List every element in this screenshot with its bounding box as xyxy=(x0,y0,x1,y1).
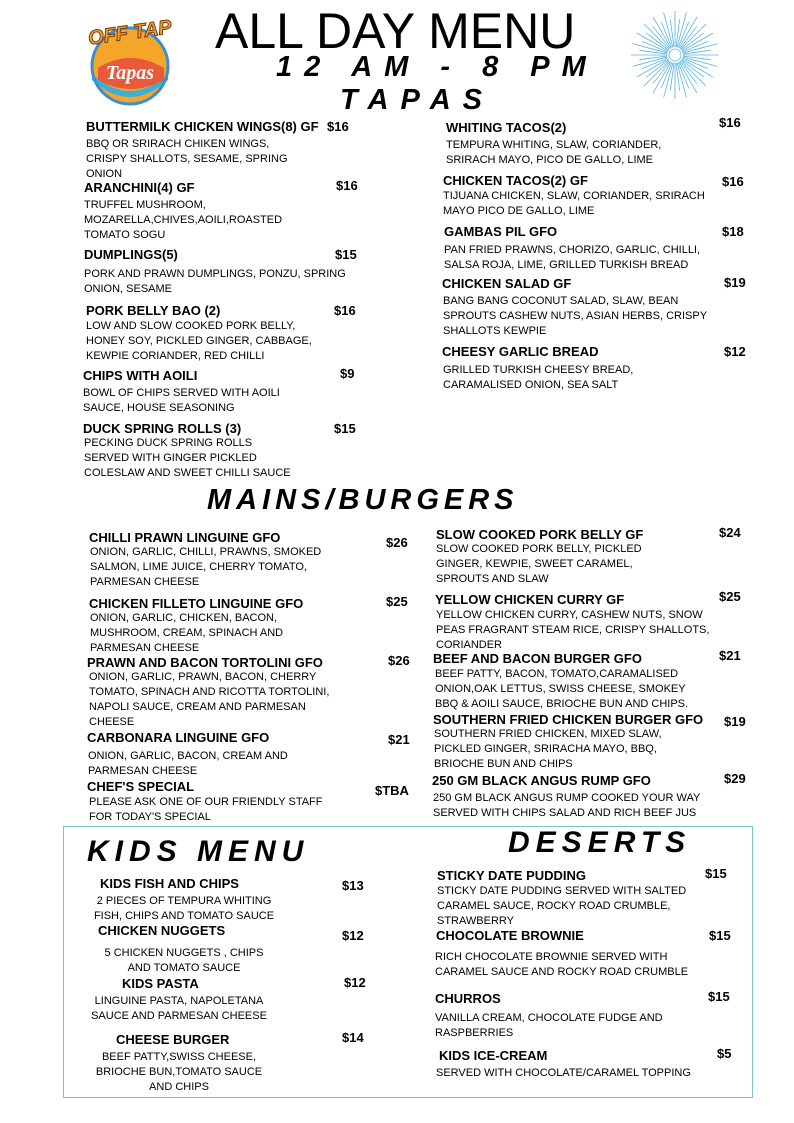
item-price: $15 xyxy=(709,928,731,943)
page-title: ALL DAY MENU xyxy=(215,3,576,59)
item-description: TEMPURA WHITING, SLAW, CORIANDER, SRIRACH MAYO, PICO DE GALLO, LIME xyxy=(446,139,662,166)
item-description: 250 GM BLACK ANGUS RUMP COOKED YOUR WAY SERVED WITH CHIPS SALAD AND RICH BEEF JUS xyxy=(433,792,701,819)
item-description: BEEF PATTY,SWISS CHEESE, BRIOCHE BUN,TOMATO SAUCE AND CHIPS xyxy=(95,1051,263,1093)
menu-item xyxy=(84,247,374,297)
item-price: $16 xyxy=(722,174,744,189)
item-name: KIDS PASTA xyxy=(122,976,199,991)
item-description: LINGUINE PASTA, NAPOLETANA SAUCE AND PARMESAN CHEESE xyxy=(91,995,267,1022)
item-price: $16 xyxy=(336,178,358,193)
item-name: KIDS FISH AND CHIPS xyxy=(100,876,239,891)
item-name: ARANCHINI(4) GF xyxy=(84,180,195,195)
item-price: $25 xyxy=(386,594,408,609)
menu-item xyxy=(87,779,387,825)
item-price: $16 xyxy=(719,115,741,130)
item-name: GAMBAS PIL GFO xyxy=(444,224,558,239)
section-title-deserts: DESERTS xyxy=(508,826,692,859)
item-name: SLOW COOKED PORK BELLY GF xyxy=(436,527,644,542)
item-name: SOUTHERN FRIED CHICKEN BURGER GFO xyxy=(433,712,704,727)
item-name: CHEF'S SPECIAL xyxy=(87,779,195,794)
item-price: $15 xyxy=(334,421,356,436)
sunburst-icon xyxy=(630,10,720,100)
menu-item xyxy=(84,180,374,243)
logo xyxy=(76,8,184,108)
menu-item xyxy=(442,276,742,339)
item-name: 250 GM BLACK ANGUS RUMP GFO xyxy=(432,773,651,788)
item-price: $13 xyxy=(342,878,364,893)
item-name: CHURROS xyxy=(435,991,501,1006)
item-name: CHILLI PRAWN LINGUINE GFO xyxy=(89,530,281,545)
item-description: ONION, GARLIC, PRAWN, BACON, CHERRY TOMATO, SPINACH AND RICOTTA TORTOLINI, NAPOLI SAUCE, CREAM AND PARMESAN CHEESE xyxy=(89,671,330,728)
menu-item xyxy=(444,224,744,273)
item-price: $26 xyxy=(388,653,410,668)
item-description: 5 CHICKEN NUGGETS , CHIPS AND TOMATO SAUCE xyxy=(104,947,264,974)
item-description: GRILLED TURKISH CHEESY BREAD, CARAMALISED ONION, SEA SALT xyxy=(443,364,634,391)
item-description: VANILLA CREAM, CHOCOLATE FUDGE AND RASPBERRIES xyxy=(435,1012,663,1039)
menu-item xyxy=(436,527,736,587)
item-name: CHOCOLATE BROWNIE xyxy=(436,928,584,943)
item-name: KIDS ICE-CREAM xyxy=(439,1048,548,1063)
menu-item xyxy=(87,655,387,730)
menu-item xyxy=(435,592,735,653)
item-description: BEEF PATTY, BACON, TOMATO,CARAMALISED ONION,OAK LETTUS, SWISS CHEESE, SMOKEY BBQ & AOILI SAUCE, BRIOCHE BUN AND CHIPS. xyxy=(435,668,689,710)
item-price: $18 xyxy=(722,224,744,239)
menu-item xyxy=(442,344,742,393)
item-price: $5 xyxy=(717,1046,732,1061)
item-name: CHICKEN TACOS(2) GF xyxy=(443,173,588,188)
menu-item xyxy=(89,596,389,656)
item-description: SLOW COOKED PORK BELLY, PICKLED GINGER, KEWPIE, SWEET CARAMEL, SPROUTS AND SLAW xyxy=(436,543,642,585)
menu-item xyxy=(86,303,376,364)
item-name: CHICKEN NUGGETS xyxy=(98,923,226,938)
item-description: BOWL OF CHIPS SERVED WITH AOILI SAUCE, HOUSE SEASONING xyxy=(83,387,280,414)
item-name: PRAWN AND BACON TORTOLINI GFO xyxy=(87,655,323,670)
item-description: ONION, GARLIC, CHILLI, PRAWNS, SMOKED SALMON, LIME JUICE, CHERRY TOMATO, PARMESAN CHEESE xyxy=(90,546,322,588)
item-description: YELLOW CHICKEN CURRY, CASHEW NUTS, SNOW PEAS FRAGRANT STEAM RICE, CRISPY SHALLOTS, CORIANDER xyxy=(436,609,710,651)
item-description: STICKY DATE PUDDING SERVED WITH SALTED CARAMEL SAUCE, ROCKY ROAD CRUMBLE, STRAWBERRY xyxy=(437,885,687,927)
item-name: BUTTERMILK CHICKEN WINGS(8) GF xyxy=(86,119,319,134)
section-title-tapas: TAPAS xyxy=(340,84,494,116)
item-name: CHICKEN FILLETO LINGUINE GFO xyxy=(89,596,304,611)
item-price: $12 xyxy=(344,975,366,990)
section-title-kids: KIDS MENU xyxy=(87,835,310,868)
item-name: STICKY DATE PUDDING xyxy=(437,868,587,883)
menu-item xyxy=(446,120,746,168)
section-title-mains: MAINS/BURGERS xyxy=(207,484,519,516)
item-name: WHITING TACOS(2) xyxy=(446,120,567,135)
menu-item xyxy=(432,773,732,821)
item-description: SERVED WITH CHOCOLATE/CARAMEL TOPPING xyxy=(436,1067,691,1079)
item-price: $16 xyxy=(327,119,349,134)
item-name: CHICKEN SALAD GF xyxy=(442,276,572,291)
item-price: $12 xyxy=(342,928,364,943)
item-description: TIJUANA CHICKEN, SLAW, CORIANDER, SRIRACH MAYO PICO DE GALLO, LIME xyxy=(443,190,705,217)
item-price: $9 xyxy=(340,366,355,381)
item-price: $15 xyxy=(708,989,730,1004)
menu-item xyxy=(83,368,373,416)
menu-item xyxy=(86,118,376,182)
item-name: DUCK SPRING ROLLS (3) xyxy=(83,421,242,436)
item-description: 2 PIECES OF TEMPURA WHITING FISH, CHIPS AND TOMATO SAUCE xyxy=(93,895,275,922)
item-price: $15 xyxy=(705,866,727,881)
item-description: PLEASE ASK ONE OF OUR FRIENDLY STAFF FOR TODAY'S SPECIAL xyxy=(89,796,323,823)
item-price: $21 xyxy=(719,648,741,663)
item-description: TRUFFEL MUSHROOM, MOZARELLA,CHIVES,AOILI,ROASTED TOMATO SOGU xyxy=(84,199,283,241)
item-name: CHEESE BURGER xyxy=(116,1032,230,1047)
menu-item xyxy=(443,173,743,219)
item-price: $26 xyxy=(386,535,408,550)
menu-item xyxy=(433,651,733,712)
menu-item xyxy=(89,530,389,590)
item-name: DUMPLINGS(5) xyxy=(84,247,178,262)
item-description: RICH CHOCOLATE BROWNIE SERVED WITH CARAMEL SAUCE AND ROCKY ROAD CRUMBLE xyxy=(435,951,689,978)
item-name: CHEESY GARLIC BREAD xyxy=(442,344,599,359)
item-description: ONION, GARLIC, CHICKEN, BACON, MUSHROOM, CREAM, SPINACH AND PARMESAN CHEESE xyxy=(90,612,284,654)
item-price: $14 xyxy=(342,1030,364,1045)
item-price: $15 xyxy=(335,247,357,262)
item-price: $19 xyxy=(724,275,746,290)
logo-text-bottom: Tapas xyxy=(105,62,155,84)
item-price: $29 xyxy=(724,771,746,786)
item-price: $19 xyxy=(724,714,746,729)
menu-item xyxy=(83,421,373,481)
item-name: PORK BELLY BAO (2) xyxy=(86,303,221,318)
item-description: BBQ OR SRIRACH CHIKEN WINGS, CRISPY SHALLOTS, SESAME, SPRING ONION xyxy=(86,138,288,180)
item-description: PORK AND PRAWN DUMPLINGS, PONZU, SPRING ONION, SESAME xyxy=(84,268,346,295)
item-price: $24 xyxy=(719,525,741,540)
item-description: SOUTHERN FRIED CHICKEN, MIXED SLAW, PICKLED GINGER, SRIRACHA MAYO, BBQ, BRIOCHE BUN AND CHIPS xyxy=(434,728,662,770)
item-name: CARBONARA LINGUINE GFO xyxy=(87,730,270,745)
item-price: $TBA xyxy=(375,783,409,798)
hours-subtitle: 12 AM - 8 PM xyxy=(276,51,598,83)
item-name: BEEF AND BACON BURGER GFO xyxy=(433,651,642,666)
item-name: YELLOW CHICKEN CURRY GF xyxy=(435,592,625,607)
item-price: $21 xyxy=(388,732,410,747)
item-description: ONION, GARLIC, BACON, CREAM AND PARMESAN CHEESE xyxy=(88,750,288,777)
item-description: PECKING DUCK SPRING ROLLS SERVED WITH GINGER PICKLED COLESLAW AND SWEET CHILLI SAUCE xyxy=(84,437,291,479)
item-price: $25 xyxy=(719,589,741,604)
item-description: LOW AND SLOW COOKED PORK BELLY, HONEY SOY, PICKLED GINGER, CABBAGE, KEWPIE CORIANDER, RED CHILLI xyxy=(86,320,312,362)
menu-item xyxy=(87,730,387,779)
logo-text-top: OFF TAP xyxy=(86,16,174,50)
item-description: BANG BANG COCONUT SALAD, SLAW, BEAN SPROUTS CASHEW NUTS, ASIAN HERBS, CRISPY SHALLOTS KEWPIE xyxy=(443,295,708,337)
menu-item xyxy=(433,712,733,772)
item-price: $16 xyxy=(334,303,356,318)
item-description: PAN FRIED PRAWNS, CHORIZO, GARLIC, CHILLI, SALSA ROJA, LIME, GRILLED TURKISH BREAD xyxy=(444,244,701,271)
item-name: CHIPS WITH AOILI xyxy=(83,368,198,383)
item-price: $12 xyxy=(724,344,746,359)
